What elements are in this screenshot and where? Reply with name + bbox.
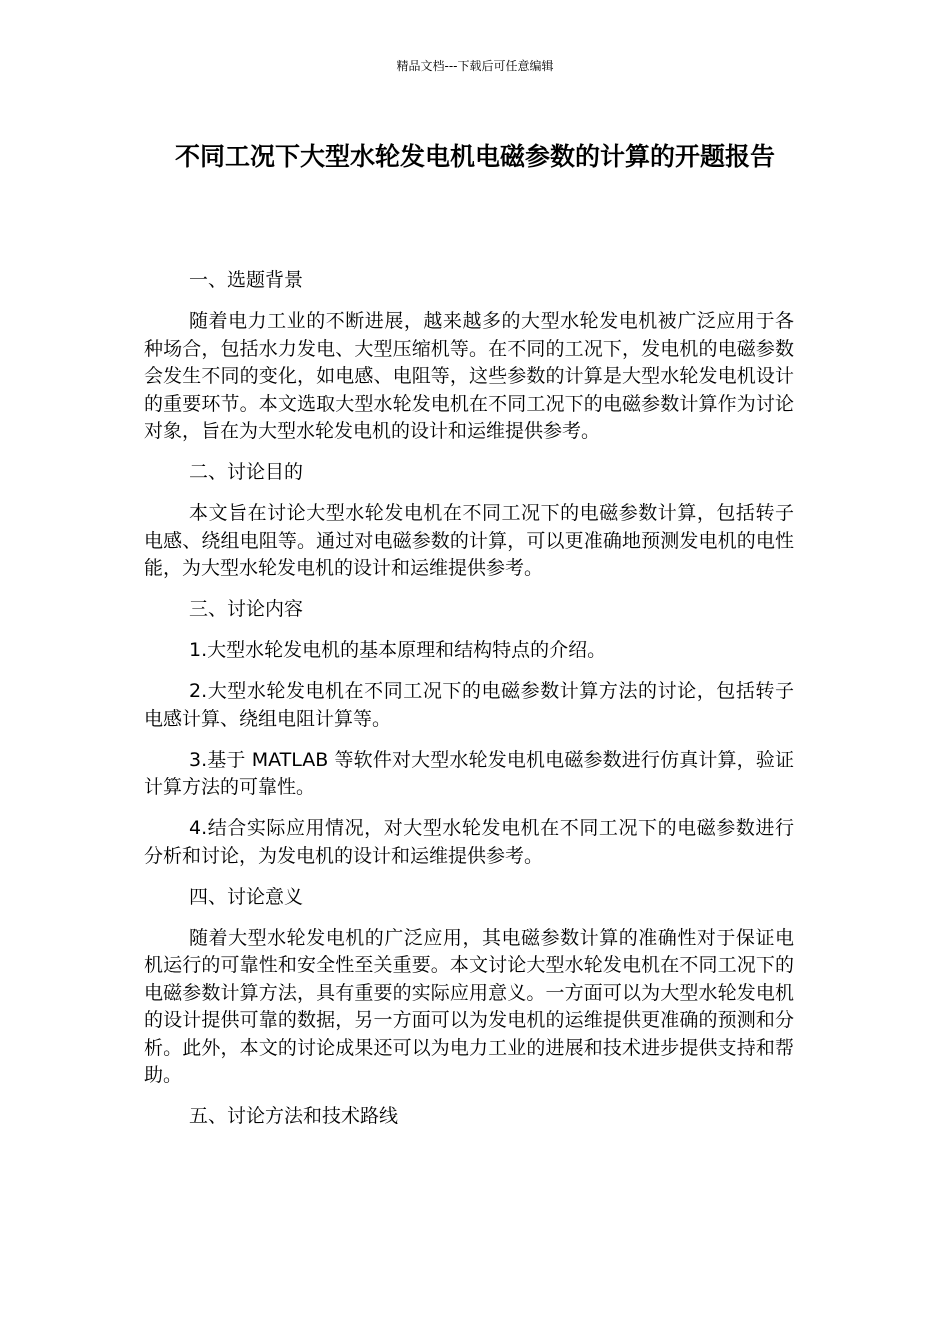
document-title: 不同工况下大型水轮发电机电磁参数的计算的开题报告 bbox=[174, 142, 775, 171]
section-heading-background: 一、选题背景 bbox=[189, 269, 304, 291]
paragraph-significance: 随着大型水轮发电机的广泛应用，其电磁参数计算的准确性对于保证电机运行的可靠性和安全性至关重要。本文讨论大型水轮发电机在不同工况下的电磁参数计算方法，具有重要的实际应用意义。一方面可以为大型水轮发电机的设计提供可靠的数据，另一方面可以为发电机的运维提供更准确的预测和分析。此外，本文的讨论成果还可以为电力工业的进展和技术进步提供支持和帮助。 bbox=[144, 926, 794, 1086]
section-heading-methods: 五、讨论方法和技术路线 bbox=[189, 1105, 399, 1127]
header-note: 精品文档---下载后可任意编辑 bbox=[396, 59, 554, 73]
section-heading-significance: 四、讨论意义 bbox=[189, 885, 304, 908]
content-item-1: 1.大型水轮发电机的基本原理和结构特点的介绍。 bbox=[189, 639, 607, 661]
paragraph-purpose: 本文旨在讨论大型水轮发电机在不同工况下的电磁参数计算，包括转子电感、绕组电阻等。通过对电磁参数的计算，可以更准确地预测发电机的电性能，为大型水轮发电机的设计和运维提供参考。 bbox=[144, 502, 794, 579]
content-item-2: 2.大型水轮发电机在不同工况下的电磁参数计算方法的讨论，包括转子电感计算、绕组电阻计算等。 bbox=[144, 680, 794, 730]
section-heading-purpose: 二、讨论目的 bbox=[189, 461, 304, 483]
content-item-3: 3.基于 MATLAB 等软件对大型水轮发电机电磁参数进行仿真计算，验证计算方法的可靠性。 bbox=[144, 748, 794, 798]
section-heading-content: 三、讨论内容 bbox=[189, 598, 304, 620]
content-item-4: 4.结合实际应用情况，对大型水轮发电机在不同工况下的电磁参数进行分析和讨论，为发电机的设计和运维提供参考。 bbox=[144, 817, 794, 867]
document-body bbox=[144, 267, 794, 1144]
paragraph-background: 随着电力工业的不断进展，越来越多的大型水轮发电机被广泛应用于各种场合，包括水力发电、大型压缩机等。在不同的工况下，发电机的电磁参数会发生不同的变化，如电感、电阻等，这些参数的计算是大型水轮发电机设计的重要环节。本文选取大型水轮发电机在不同工况下的电磁参数计算作为讨论对象，旨在为大型水轮发电机的设计和运维提供参考。 bbox=[144, 310, 794, 442]
